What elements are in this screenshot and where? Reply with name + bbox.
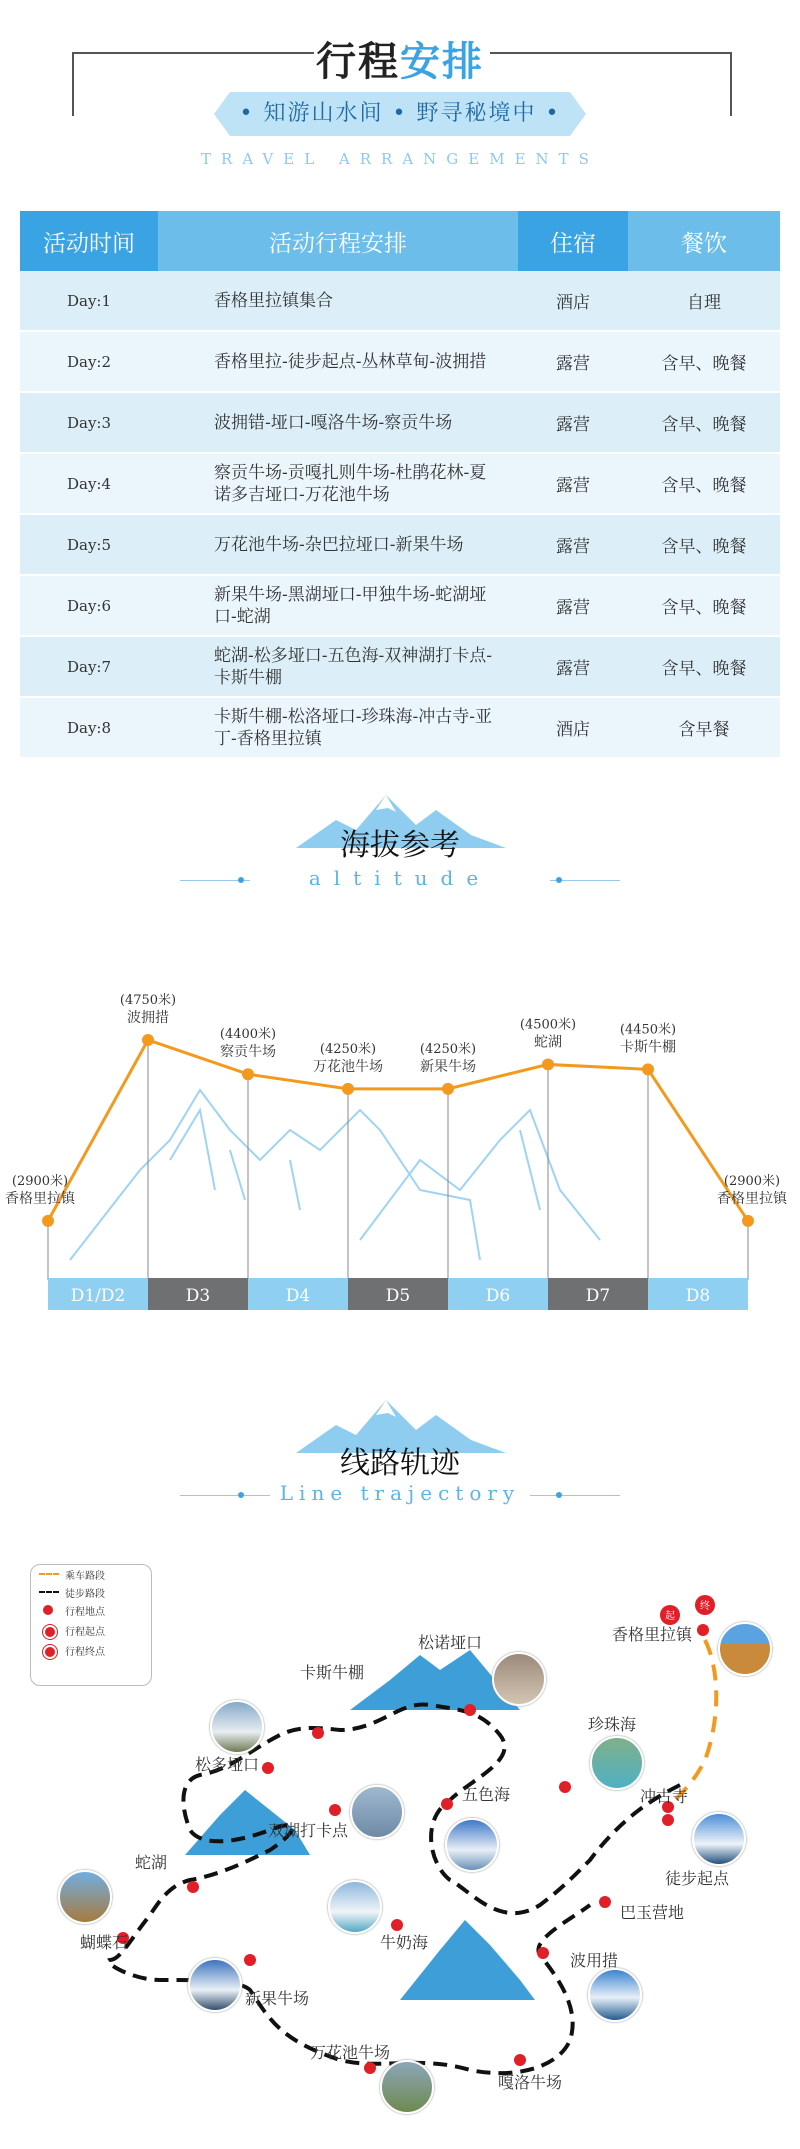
header-time: 活动时间 <box>20 211 158 271</box>
altitude-value-label: (4450米) <box>619 1022 677 1038</box>
title-part-a: 行程 <box>316 38 400 85</box>
stay-cell: 露营 <box>518 331 628 392</box>
altitude-value-label: (2900米) <box>723 1173 781 1189</box>
place-pin <box>187 1881 199 1893</box>
photo-xianggelila <box>718 1622 772 1676</box>
meal-cell: 含早、晚餐 <box>628 392 780 453</box>
route-cell: 蛇湖-松多垭口-五色海-双神湖打卡点-卡斯牛棚 <box>158 636 518 697</box>
trajectory-title: 线路轨迹 <box>340 1446 460 1481</box>
altitude-title: 海拔参考 <box>340 828 460 863</box>
place-label: 松多垭口 <box>195 1755 260 1774</box>
day-bar-label: D6 <box>485 1286 511 1306</box>
place-pin <box>697 1624 709 1636</box>
place-pin <box>514 2054 526 2066</box>
day-cell: Day:7 <box>20 636 158 697</box>
altitude-value-label: (4250米) <box>419 1041 477 1057</box>
altitude-point <box>642 1063 654 1075</box>
altitude-place-label: 香格里拉镇 <box>717 1190 787 1207</box>
divider-dot-left <box>238 877 244 883</box>
altitude-place-label: 察贡牛场 <box>220 1044 276 1061</box>
photo-songduo <box>210 1700 264 1754</box>
day-cell: Day:6 <box>20 575 158 636</box>
table-header-row <box>20 211 780 271</box>
route-cell: 察贡牛场-贡嘎扎则牛场-杜鹃花林-夏诺多吉垭口-万花池牛场 <box>158 453 518 514</box>
meal-cell: 含早、晚餐 <box>628 331 780 392</box>
stay-cell: 露营 <box>518 453 628 514</box>
divider-dot-left <box>238 1492 244 1498</box>
place-label: 五色海 <box>462 1785 511 1804</box>
altitude-point <box>142 1034 154 1046</box>
driving-route <box>670 1640 716 1805</box>
header-stay: 住宿 <box>518 211 628 271</box>
place-label: 香格里拉镇 <box>612 1625 693 1644</box>
photo-boyongcuo <box>588 1968 642 2022</box>
day-cell: Day:4 <box>20 453 158 514</box>
route-cell: 卡斯牛棚-松洛垭口-珍珠海-冲古寺-亚丁-香格里拉镇 <box>158 697 518 758</box>
place-label: 冲古寺 <box>640 1787 689 1806</box>
meal-cell: 自理 <box>628 271 780 331</box>
stay-cell: 露营 <box>518 575 628 636</box>
place-label: 蛇湖 <box>135 1853 168 1872</box>
mountain-illustration <box>70 1090 600 1260</box>
table-row <box>20 453 780 514</box>
photo-songnuo <box>492 1652 546 1706</box>
table-row <box>20 514 780 575</box>
header-subtitle: TRAVEL ARRANGEMENTS <box>201 150 599 168</box>
table-row <box>20 575 780 636</box>
photo-wanhuachi <box>380 2060 434 2114</box>
place-label: 徒步起点 <box>665 1869 730 1888</box>
table-row <box>20 271 780 331</box>
altitude-value-label: (4250米) <box>319 1041 377 1057</box>
place-label: 蝴蝶石 <box>80 1933 129 1952</box>
legend-place: 行程地点 <box>65 1607 105 1618</box>
stay-cell: 露营 <box>518 636 628 697</box>
day-cell: Day:1 <box>20 271 158 331</box>
place-pin <box>559 1781 571 1793</box>
meal-cell: 含早、晚餐 <box>628 636 780 697</box>
day-cell: Day:8 <box>20 697 158 758</box>
day-bar-label: D7 <box>585 1286 611 1306</box>
place-label: 波用措 <box>570 1951 619 1970</box>
divider-dot-right <box>556 1492 562 1498</box>
route-cell: 香格里拉-徒步起点-丛林草甸-波拥措 <box>158 331 518 392</box>
route-cell: 波拥错-垭口-嘎洛牛场-察贡牛场 <box>158 392 518 453</box>
altitude-point <box>542 1058 554 1070</box>
place-pin <box>364 2062 376 2074</box>
table-row <box>20 636 780 697</box>
place-label: 牛奶海 <box>380 1933 429 1952</box>
place-pin <box>244 1954 256 1966</box>
altitude-place-label: 波拥措 <box>127 1010 169 1026</box>
header-meal: 餐饮 <box>628 211 780 271</box>
place-pin <box>441 1798 453 1810</box>
stay-cell: 酒店 <box>518 271 628 331</box>
place-pin <box>464 1704 476 1716</box>
legend-hike: 徒步路段 <box>65 1589 105 1600</box>
altitude-point <box>42 1215 54 1227</box>
day-cell: Day:2 <box>20 331 158 392</box>
place-label: 珍珠海 <box>588 1715 637 1734</box>
altitude-place-label: 香格里拉镇 <box>5 1190 75 1207</box>
legend-end: 行程终点 <box>65 1647 105 1658</box>
meal-cell: 含早、晚餐 <box>628 575 780 636</box>
place-pin <box>662 1814 674 1826</box>
photo-hudieshi <box>58 1870 112 1924</box>
meal-cell: 含早、晚餐 <box>628 514 780 575</box>
day-bar-label: D1/D2 <box>70 1286 126 1306</box>
page-title <box>250 30 550 87</box>
day-cell: Day:3 <box>20 392 158 453</box>
altitude-place-label: 万花池牛场 <box>313 1058 383 1075</box>
place-label: 双湖打卡点 <box>268 1821 349 1840</box>
photo-xinguo <box>188 1958 242 2012</box>
photo-shuanghu <box>350 1785 404 1839</box>
stay-cell: 露营 <box>518 514 628 575</box>
table-row <box>20 331 780 392</box>
route-map <box>0 1560 800 2140</box>
title-part-b: 安排 <box>400 38 484 85</box>
day-bar-label: D8 <box>685 1286 711 1306</box>
altitude-point <box>342 1083 354 1095</box>
place-label: 松诺垭口 <box>418 1633 483 1652</box>
place-label: 万花池牛场 <box>310 2043 391 2062</box>
altitude-value-label: (4500米) <box>519 1017 577 1033</box>
altitude-value-label: (2900米) <box>11 1173 69 1189</box>
trajectory-subtitle: Line trajectory <box>270 1481 530 1505</box>
legend-start: 行程起点 <box>65 1627 105 1638</box>
stay-cell: 露营 <box>518 392 628 453</box>
place-pin <box>312 1727 324 1739</box>
altitude-value-label: (4750米) <box>119 993 177 1008</box>
route-cell: 万花池牛场-杂巴拉垭口-新果牛场 <box>158 514 518 575</box>
day-bar-label: D4 <box>285 1286 311 1306</box>
place-label: 卡斯牛棚 <box>300 1663 365 1682</box>
altitude-place-label: 蛇湖 <box>534 1034 562 1051</box>
route-cell: 新果牛场-黑湖垭口-甲独牛场-蛇湖垭口-蛇湖 <box>158 575 518 636</box>
photo-qidian <box>692 1812 746 1866</box>
day-cell: Day:5 <box>20 514 158 575</box>
day-bar-label: D3 <box>185 1286 211 1306</box>
place-pin <box>599 1896 611 1908</box>
divider-dot-right <box>556 877 562 883</box>
itinerary-table <box>20 211 780 759</box>
legend-drive: 乘车路段 <box>65 1571 105 1582</box>
place-label: 新果牛场 <box>245 1989 310 2008</box>
table-row <box>20 697 780 758</box>
route-badge-label: 起 <box>665 1611 675 1622</box>
place-pin <box>329 1804 341 1816</box>
altitude-point <box>742 1215 754 1227</box>
place-pin <box>537 1947 549 1959</box>
altitude-chart <box>0 960 800 1320</box>
altitude-subtitle: altitude <box>250 866 550 890</box>
stay-cell: 酒店 <box>518 697 628 758</box>
route-badge-label: 终 <box>700 1601 710 1612</box>
route-cell: 香格里拉镇集合 <box>158 271 518 331</box>
photo-niunaihai <box>328 1880 382 1934</box>
place-label: 巴玉营地 <box>620 1903 685 1922</box>
altitude-place-label: 新果牛场 <box>420 1058 476 1075</box>
altitude-point <box>442 1083 454 1095</box>
meal-cell: 含早、晚餐 <box>628 453 780 514</box>
altitude-value-label: (4400米) <box>219 1027 277 1043</box>
table-row <box>20 392 780 453</box>
place-label: 嘎洛牛场 <box>498 2073 563 2092</box>
day-bar-label: D5 <box>385 1286 411 1306</box>
header-ribbon: • 知游山水间 • 野寻秘境中 • <box>230 92 570 136</box>
place-pin <box>262 1762 274 1774</box>
meal-cell: 含早餐 <box>628 697 780 758</box>
photo-wusehai <box>445 1818 499 1872</box>
header-route: 活动行程安排 <box>158 211 518 271</box>
altitude-place-label: 卡斯牛棚 <box>620 1039 676 1056</box>
photo-zhenzhuhai <box>590 1736 644 1790</box>
altitude-point <box>242 1068 254 1080</box>
